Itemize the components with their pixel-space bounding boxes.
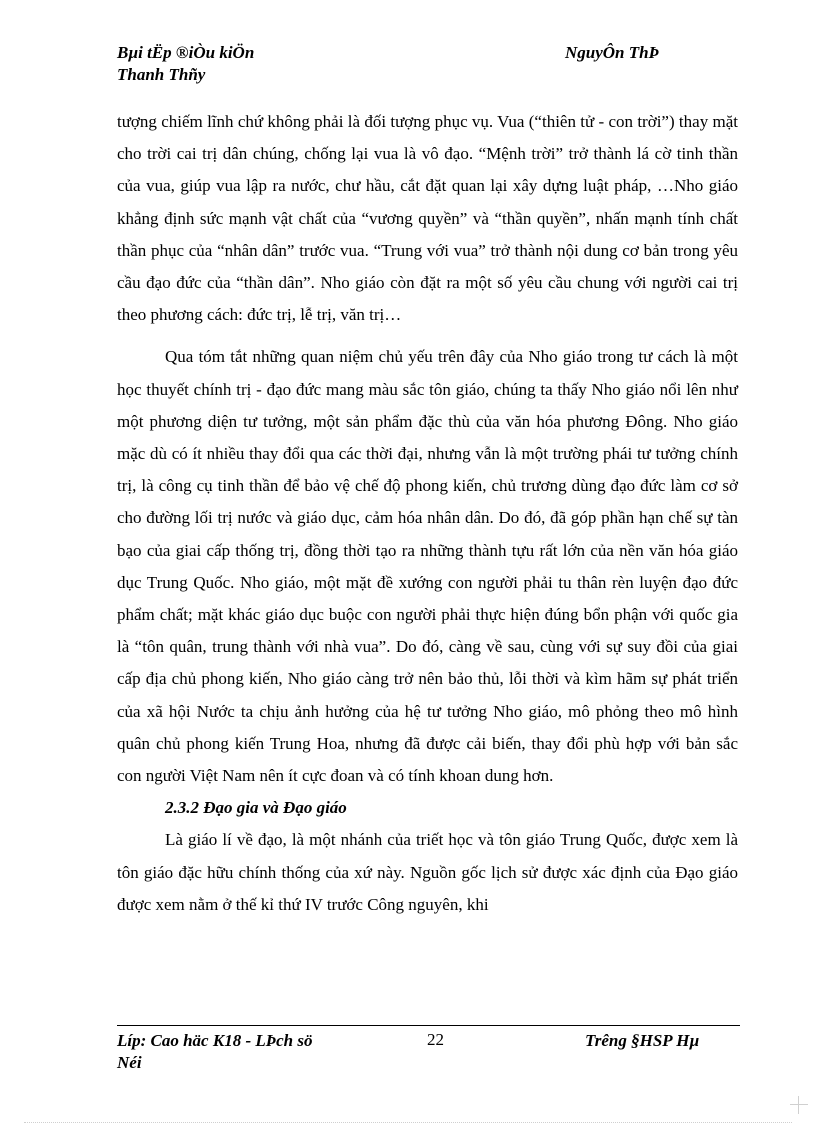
document-body bbox=[117, 106, 738, 921]
footer-class-line2: Néi bbox=[117, 1053, 142, 1072]
footer-class-label bbox=[117, 1030, 313, 1074]
paragraph-1: tượng chiếm lĩnh chứ không phải là đối tượng phục vụ. Vua (“thiên tử - con trời”) thay mặt cho trời cai trị dân chúng, chống lại vua là vô đạo. “Mệnh trời” trở thành lá cờ tinh thần của vua, giúp vua lập ra nước, chư hầu, cắt đặt quan lại xây dựng luật pháp, …Nho giáo khẳng định sức mạnh vật chất của “vương quyền” và “thần quyền”, nhấn mạnh tính chất thần phục của “nhân dân” trước vua. “Trung với vua” trở thành nội dung cơ bản trong yêu cầu đạo đức của “thần dân”. Nho giáo còn đặt ra một số yêu cầu chung với người cai trị theo phương cách: đức trị, lễ trị, văn trị… bbox=[117, 112, 738, 325]
page-header bbox=[117, 42, 737, 92]
paragraph-spacer bbox=[117, 331, 738, 341]
header-title-line2: Thanh Thñy bbox=[117, 65, 206, 84]
header-author: NguyÔn ThÞ bbox=[565, 43, 659, 62]
header-title-line1: Bµi tËp ®iÒu kiÖn bbox=[117, 43, 255, 62]
section-heading: 2.3.2 Đạo gia và Đạo giáo bbox=[165, 798, 347, 818]
paragraph-3: Là giáo lí về đạo, là một nhánh của triết học và tôn giáo Trung Quốc, được xem là tôn giáo đặc hữu chính thống của xứ này. Nguồn gốc lịch sử được xác định của Đạo giáo được xem nằm ở thế kỉ thứ IV trước Công nguyên, khi bbox=[117, 830, 738, 914]
footer-divider bbox=[117, 1025, 740, 1026]
page-number: 22 bbox=[427, 1030, 444, 1049]
header-title bbox=[117, 42, 254, 86]
crop-mark-icon bbox=[790, 1096, 808, 1114]
footer-school: Trêng §HSP Hµ bbox=[585, 1031, 700, 1050]
paragraph-2: Qua tóm tắt những quan niệm chủ yếu trên đây của Nho giáo trong tư cách là một học thuyết chính trị - đạo đức mang màu sắc tôn giáo, chúng ta thấy Nho giáo nổi lên như một phương diện tư tưởng, một sản phẩm đặc thù của văn hóa phương Đông. Nho giáo mặc dù có ít nhiều thay đổi qua các thời đại, nhưng vẫn là một trường phái tư tưởng chính trị, là công cụ tinh thần để bảo vệ chế độ phong kiến, chủ trương dùng đạo đức làm cơ sở cho đường lối trị nước và giáo dục, cảm hóa nhân dân. Do đó, đã góp phần hạn chế sự tàn bạo của giai cấp thống trị, đồng thời tạo ra những thành tựu rất lớn của nền văn hóa giáo dục Trung Quốc. Nho giáo, một mặt đề xướng con người phải tu thân rèn luyện đạo đức phẩm chất; mặt khác giáo dục buộc con người phải thực hiện đúng bổn phận với quốc gia là “tôn quân, trung thành với nhà vua”. Do đó, càng về sau, cùng với sự suy đồi của giai cấp địa chủ phong kiến, Nho giáo càng trở nên bảo thủ, lỗi thời và kìm hãm sự phát triển của xã hội Nước ta chịu ảnh hưởng của hệ tư tưởng Nho giáo, mô phỏng theo mô hình quân chủ phong kiến Trung Hoa, nhưng đã được cải biến, thay đổi phù hợp với bản sắc con người Việt Nam nên ít cực đoan và có tính khoan dung hơn. bbox=[117, 347, 738, 786]
page-footer bbox=[117, 1030, 740, 1080]
footer-class-line1: Líp: Cao häc K18 - LÞch sö bbox=[117, 1031, 313, 1050]
